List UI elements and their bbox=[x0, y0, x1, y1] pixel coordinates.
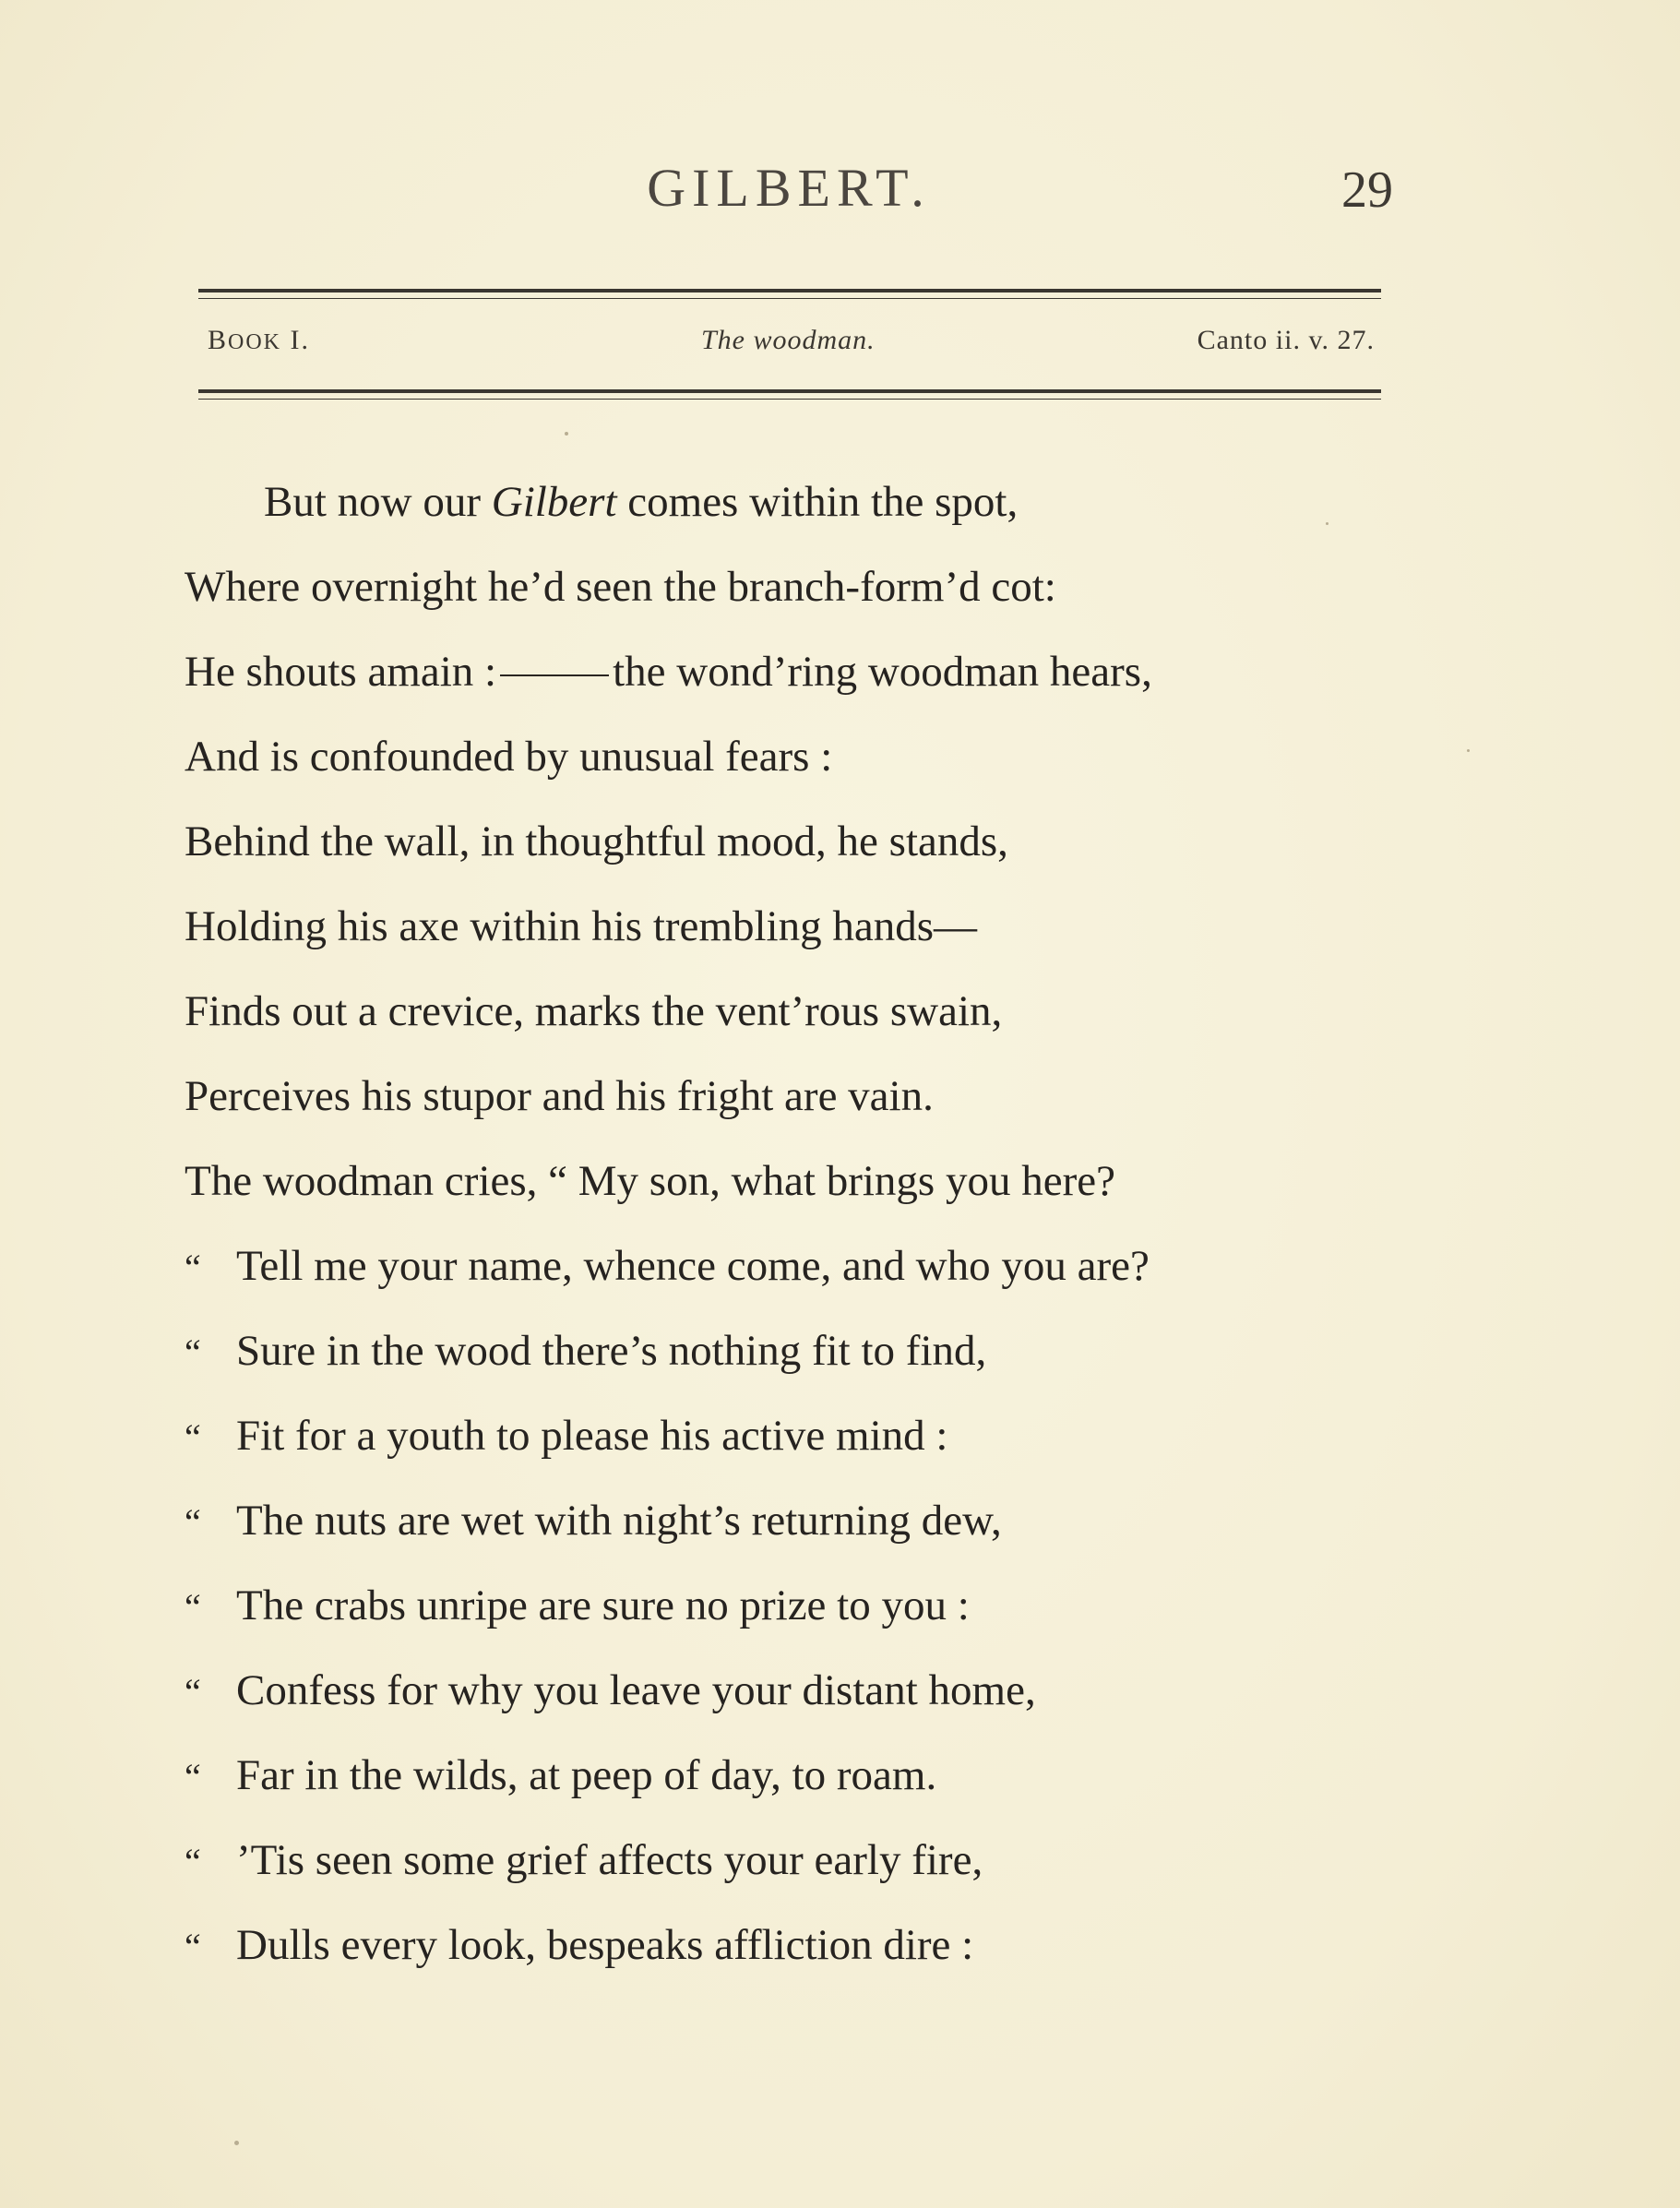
paper-speck bbox=[234, 2141, 239, 2145]
book-label bbox=[208, 325, 310, 356]
opening-quote-mark: “ bbox=[185, 1586, 201, 1628]
verse-line-1 bbox=[185, 460, 1476, 544]
quoted-line-text: Confess for why you leave your distant home, bbox=[236, 1666, 1036, 1714]
book-label-initial: B bbox=[208, 325, 229, 355]
quoted-line-text: ’Tis seen some grief affects your early fire, bbox=[236, 1836, 983, 1884]
verse-line-1-start: But now our bbox=[264, 478, 492, 526]
paper-speck bbox=[565, 432, 568, 436]
opening-quote-mark: “ bbox=[185, 1416, 201, 1458]
verse-line-3-end: the wond’ring woodman hears, bbox=[613, 648, 1152, 696]
verse-line-4: And is confounded by unusual fears : bbox=[185, 733, 833, 781]
paper-speck bbox=[1326, 522, 1329, 525]
paper-speck bbox=[1467, 749, 1470, 752]
verse-line-9: The woodman cries, “ My son, what brings you here? bbox=[185, 1157, 1115, 1205]
book-label-number: I. bbox=[281, 325, 311, 355]
verse-body bbox=[185, 460, 1476, 1987]
verse-line-1-end: comes within the spot, bbox=[616, 478, 1019, 526]
quoted-line bbox=[185, 1223, 1476, 1308]
quoted-line bbox=[185, 1563, 1476, 1648]
running-head bbox=[185, 148, 1393, 221]
book-label-smallcaps: OOK bbox=[228, 330, 282, 354]
opening-quote-mark: “ bbox=[185, 1841, 201, 1882]
quoted-line-text: Fit for a youth to please his active mind : bbox=[236, 1412, 948, 1460]
page-number: 29 bbox=[1341, 161, 1393, 219]
section-title: The woodman. bbox=[701, 325, 876, 355]
quoted-line bbox=[185, 1308, 1476, 1393]
verse-line-2: Where overnight he’d seen the branch-form’d cot: bbox=[185, 563, 1056, 611]
quoted-line-text: Sure in the wood there’s nothing fit to find, bbox=[236, 1327, 987, 1375]
canto-reference: Canto ii. v. 27. bbox=[1197, 325, 1375, 355]
top-double-rule bbox=[198, 289, 1381, 299]
opening-quote-mark: “ bbox=[185, 1331, 201, 1373]
quoted-line-text: Far in the wilds, at peep of day, to roam. bbox=[236, 1751, 937, 1799]
opening-quote-mark: “ bbox=[185, 1247, 201, 1288]
verse-line-5: Behind the wall, in thoughtful mood, he stands, bbox=[185, 818, 1008, 865]
quoted-line bbox=[185, 1393, 1476, 1478]
quoted-line bbox=[185, 1733, 1476, 1818]
quoted-line-text: Dulls every look, bespeaks affliction dire : bbox=[236, 1921, 974, 1969]
opening-quote-mark: “ bbox=[185, 1671, 201, 1713]
opening-quote-mark: “ bbox=[185, 1926, 201, 1967]
subhead bbox=[208, 325, 1375, 367]
quoted-line-text: The nuts are wet with night’s returning dew, bbox=[236, 1497, 1002, 1545]
name-gilbert: Gilbert bbox=[491, 478, 617, 526]
opening-quote-mark: “ bbox=[185, 1756, 201, 1797]
opening-quote-mark: “ bbox=[185, 1501, 201, 1543]
running-title: GILBERT. bbox=[647, 158, 931, 218]
verse-line-3 bbox=[185, 629, 1476, 714]
verse-line-8: Perceives his stupor and his fright are vain. bbox=[185, 1072, 934, 1120]
quoted-line bbox=[185, 1818, 1476, 1903]
em-rule bbox=[500, 674, 609, 676]
quoted-line bbox=[185, 1903, 1476, 1987]
verse-line-3-start: He shouts amain : bbox=[185, 648, 497, 696]
quoted-line bbox=[185, 1478, 1476, 1563]
quoted-line bbox=[185, 1648, 1476, 1733]
bottom-double-rule bbox=[198, 389, 1381, 400]
quoted-line-text: Tell me your name, whence come, and who you are? bbox=[236, 1242, 1150, 1290]
verse-line-7: Finds out a crevice, marks the vent’rous swain, bbox=[185, 987, 1003, 1035]
quoted-line-text: The crabs unripe are sure no prize to you : bbox=[236, 1581, 970, 1629]
verse-line-6: Holding his axe within his trembling hands— bbox=[185, 902, 977, 950]
